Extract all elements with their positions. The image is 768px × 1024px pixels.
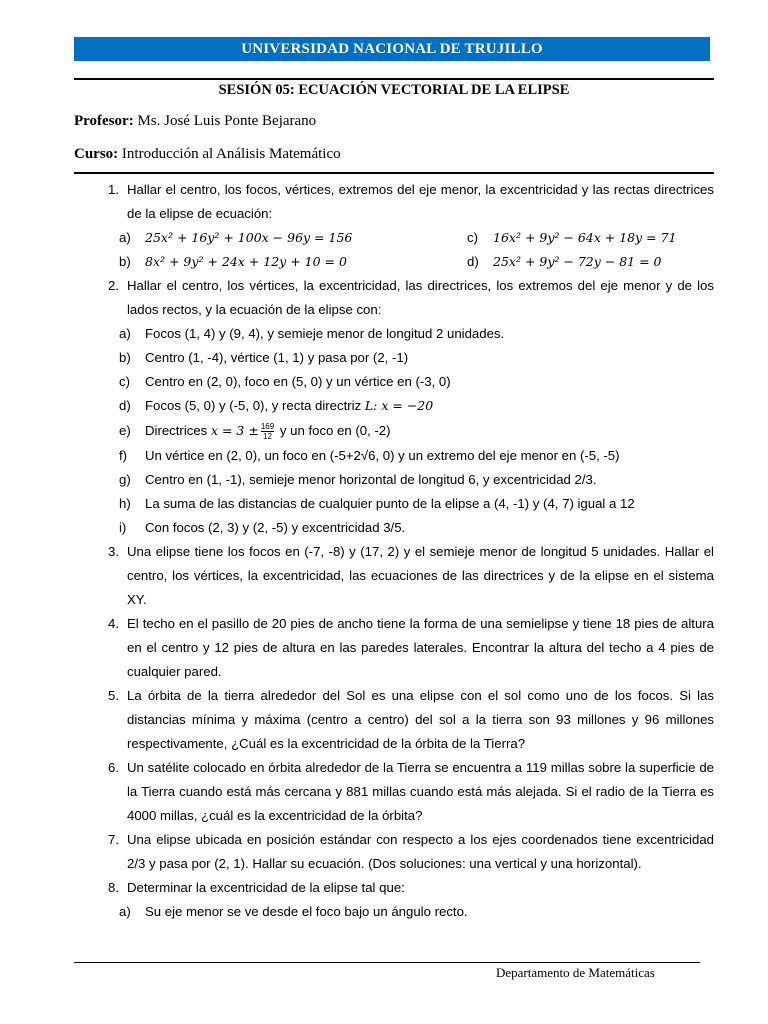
exercise-8: [74, 876, 714, 900]
session-title: SESIÓN 05: ECUACIÓN VECTORIAL DE LA ELIPSE: [218, 82, 570, 98]
item-label: a): [119, 326, 131, 341]
item-text: Focos (1, 4) y (9, 4), y semieje menor de longitud 2 unidades.: [145, 326, 505, 341]
equation: 16x² + 9y² − 64x + 18y = 71: [493, 230, 677, 245]
exercise-2: [74, 274, 714, 322]
course-label: Curso:: [74, 146, 119, 162]
item-label: a): [119, 230, 131, 245]
exercise-7: [74, 828, 714, 876]
directrix-equation: x = 3 ±: [210, 423, 259, 438]
item-label: h): [119, 496, 131, 511]
exercise-text: Hallar el centro, los vértices, la excentricidad, las directrices, los extremos del eje menor y de los lados rectos, y la ecuación de la elipse con:: [127, 278, 714, 317]
item-label: c): [467, 230, 478, 245]
header-rule: [74, 172, 714, 174]
item-text: [145, 444, 714, 468]
exercise-number: 6.: [108, 760, 119, 775]
equation-item-c: [467, 226, 714, 250]
exercise-number: 7.: [108, 832, 119, 847]
university-banner: UNIVERSIDAD NACIONAL DE TRUJILLO: [74, 37, 710, 61]
subitem-i: [119, 516, 714, 540]
exercise-list: [74, 178, 714, 924]
equation: 25x² + 16y² + 100x − 96y = 156: [145, 230, 353, 245]
subitem-a: [119, 322, 714, 346]
subitem-c: [119, 370, 714, 394]
item-text: Con focos (2, 3) y (2, -5) y excentricidad 3/5.: [145, 520, 406, 535]
subitem-g: [119, 468, 714, 492]
item-text-prefix: Un vértice en (2, 0), un foco en (-5+2: [145, 448, 361, 463]
exercise-1: [74, 178, 714, 226]
item-label: d): [467, 254, 479, 269]
item-text: Su eje menor se ve desde el foco bajo un ángulo recto.: [145, 904, 468, 919]
subitem-a: [119, 900, 714, 924]
professor-line: [74, 113, 316, 130]
equation-item-a: [119, 226, 467, 250]
subitem-d: [119, 394, 714, 418]
item-label: b): [119, 350, 131, 365]
equation-row: [119, 250, 714, 274]
item-label: e): [119, 423, 131, 438]
exercise-number: 4.: [108, 616, 119, 631]
item-label: g): [119, 472, 131, 487]
exercise-number: 1.: [108, 182, 119, 197]
subitem-h: [119, 492, 714, 516]
directrix-equation: L: x = −20: [364, 398, 434, 413]
item-text: Centro en (2, 0), foco en (5, 0) y un vértice en (-3, 0): [145, 374, 451, 389]
item-label: c): [119, 374, 130, 389]
item-label: a): [119, 904, 131, 919]
exercise-6: [74, 756, 714, 828]
subitem-b: [119, 346, 714, 370]
item-text-prefix: Directrices: [145, 423, 211, 438]
item-text: Centro (1, -4), vértice (1, 1) y pasa por (2, -1): [145, 350, 409, 365]
exercise-number: 5.: [108, 688, 119, 703]
exercise-text: Una elipse ubicada en posición estándar con respecto a los ejes coordenados tiene excentricidad 2/3 y pasa por (2, 1). Hallar su ecuación. (Dos soluciones: una vertical y una horizontal).: [127, 832, 714, 871]
fraction-numerator: 169: [260, 422, 275, 432]
subitem-e: [119, 418, 714, 444]
exercise-4: [74, 612, 714, 684]
professor-label: Profesor:: [74, 113, 134, 129]
equation-item-b: [119, 250, 467, 274]
item-text: Centro en (1, -1), semieje menor horizontal de longitud 6, y excentricidad 2/3.: [145, 472, 597, 487]
top-rule: [74, 78, 714, 80]
item-label: b): [119, 254, 131, 269]
professor-name: Ms. José Luis Ponte Bejarano: [137, 113, 317, 129]
item-text-suffix: , 0) y un extremo del eje menor en (-5, -5): [375, 448, 620, 463]
exercise-text: Un satélite colocado en órbita alrededor de la Tierra se encuentra a 119 millas sobre la superficie de la Tierra cuando está más cercana y 881 millas cuando está más alejada. Si el radio de la Tierra es 4000 millas, ¿cuál es la excentricidad de la órbita?: [127, 760, 714, 823]
equation-item-d: [467, 250, 714, 274]
item-label: d): [119, 398, 131, 413]
exercise-3: [74, 540, 714, 612]
exercise-text: El techo en el pasillo de 20 pies de ancho tiene la forma de una semielipse y tiene 18 pies de altura en el centro y 12 pies de altura en las paredes laterales. Encontrar la altura del techo a 4 pies de cualquier pared.: [127, 616, 714, 679]
item-label: i): [119, 520, 127, 535]
exercise-text: Determinar la excentricidad de la elipse tal que:: [127, 880, 405, 895]
equation: 8x² + 9y² + 24x + 12y + 10 = 0: [145, 254, 347, 269]
square-root: √6: [360, 448, 376, 463]
course-line: [74, 146, 341, 163]
item-label: f): [119, 448, 128, 463]
item-text: [145, 394, 714, 418]
item-text: [145, 418, 714, 444]
subitem-f: [119, 444, 714, 468]
fraction: [261, 422, 274, 441]
exercise-text: La órbita de la tierra alrededor del Sol es una elipse con el sol como uno de los focos. Si las distancias mínima y máxima (centro a centro) del sol a la tierra son 93 millones y 96 millones respectivamente, ¿Cuál es la excentricidad de la órbita de la Tierra?: [127, 688, 714, 751]
equation-row: [119, 226, 714, 250]
exercise-number: 8.: [108, 880, 119, 895]
exercise-5: [74, 684, 714, 756]
exercise-text: Hallar el centro, los focos, vértices, extremos del eje menor, la excentricidad y las rectas directrices de la elipse de ecuación:: [127, 182, 714, 221]
item-text-prefix: Focos (5, 0) y (-5, 0), y recta directriz: [145, 398, 365, 413]
fraction-denominator: 12: [263, 432, 272, 442]
footer-department: Departamento de Matemáticas: [496, 965, 655, 980]
exercise-number: 2.: [108, 278, 119, 293]
footer-rule: [74, 962, 700, 963]
item-text-suffix: y un foco en (0, -2): [276, 423, 391, 438]
exercise-number: 3.: [108, 544, 119, 559]
item-text: La suma de las distancias de cualquier punto de la elipse a (4, -1) y (4, 7) igual a 12: [145, 496, 635, 511]
course-name: Introducción al Análisis Matemático: [121, 146, 341, 162]
exercise-text: Una elipse tiene los focos en (-7, -8) y (17, 2) y el semieje menor de longitud 5 unidades. Hallar el centro, los vértices, la excentricidad, las ecuaciones de las directrices y de la elipse en el sistema XY.: [127, 544, 714, 607]
equation: 25x² + 9y² − 72y − 81 = 0: [493, 254, 662, 269]
